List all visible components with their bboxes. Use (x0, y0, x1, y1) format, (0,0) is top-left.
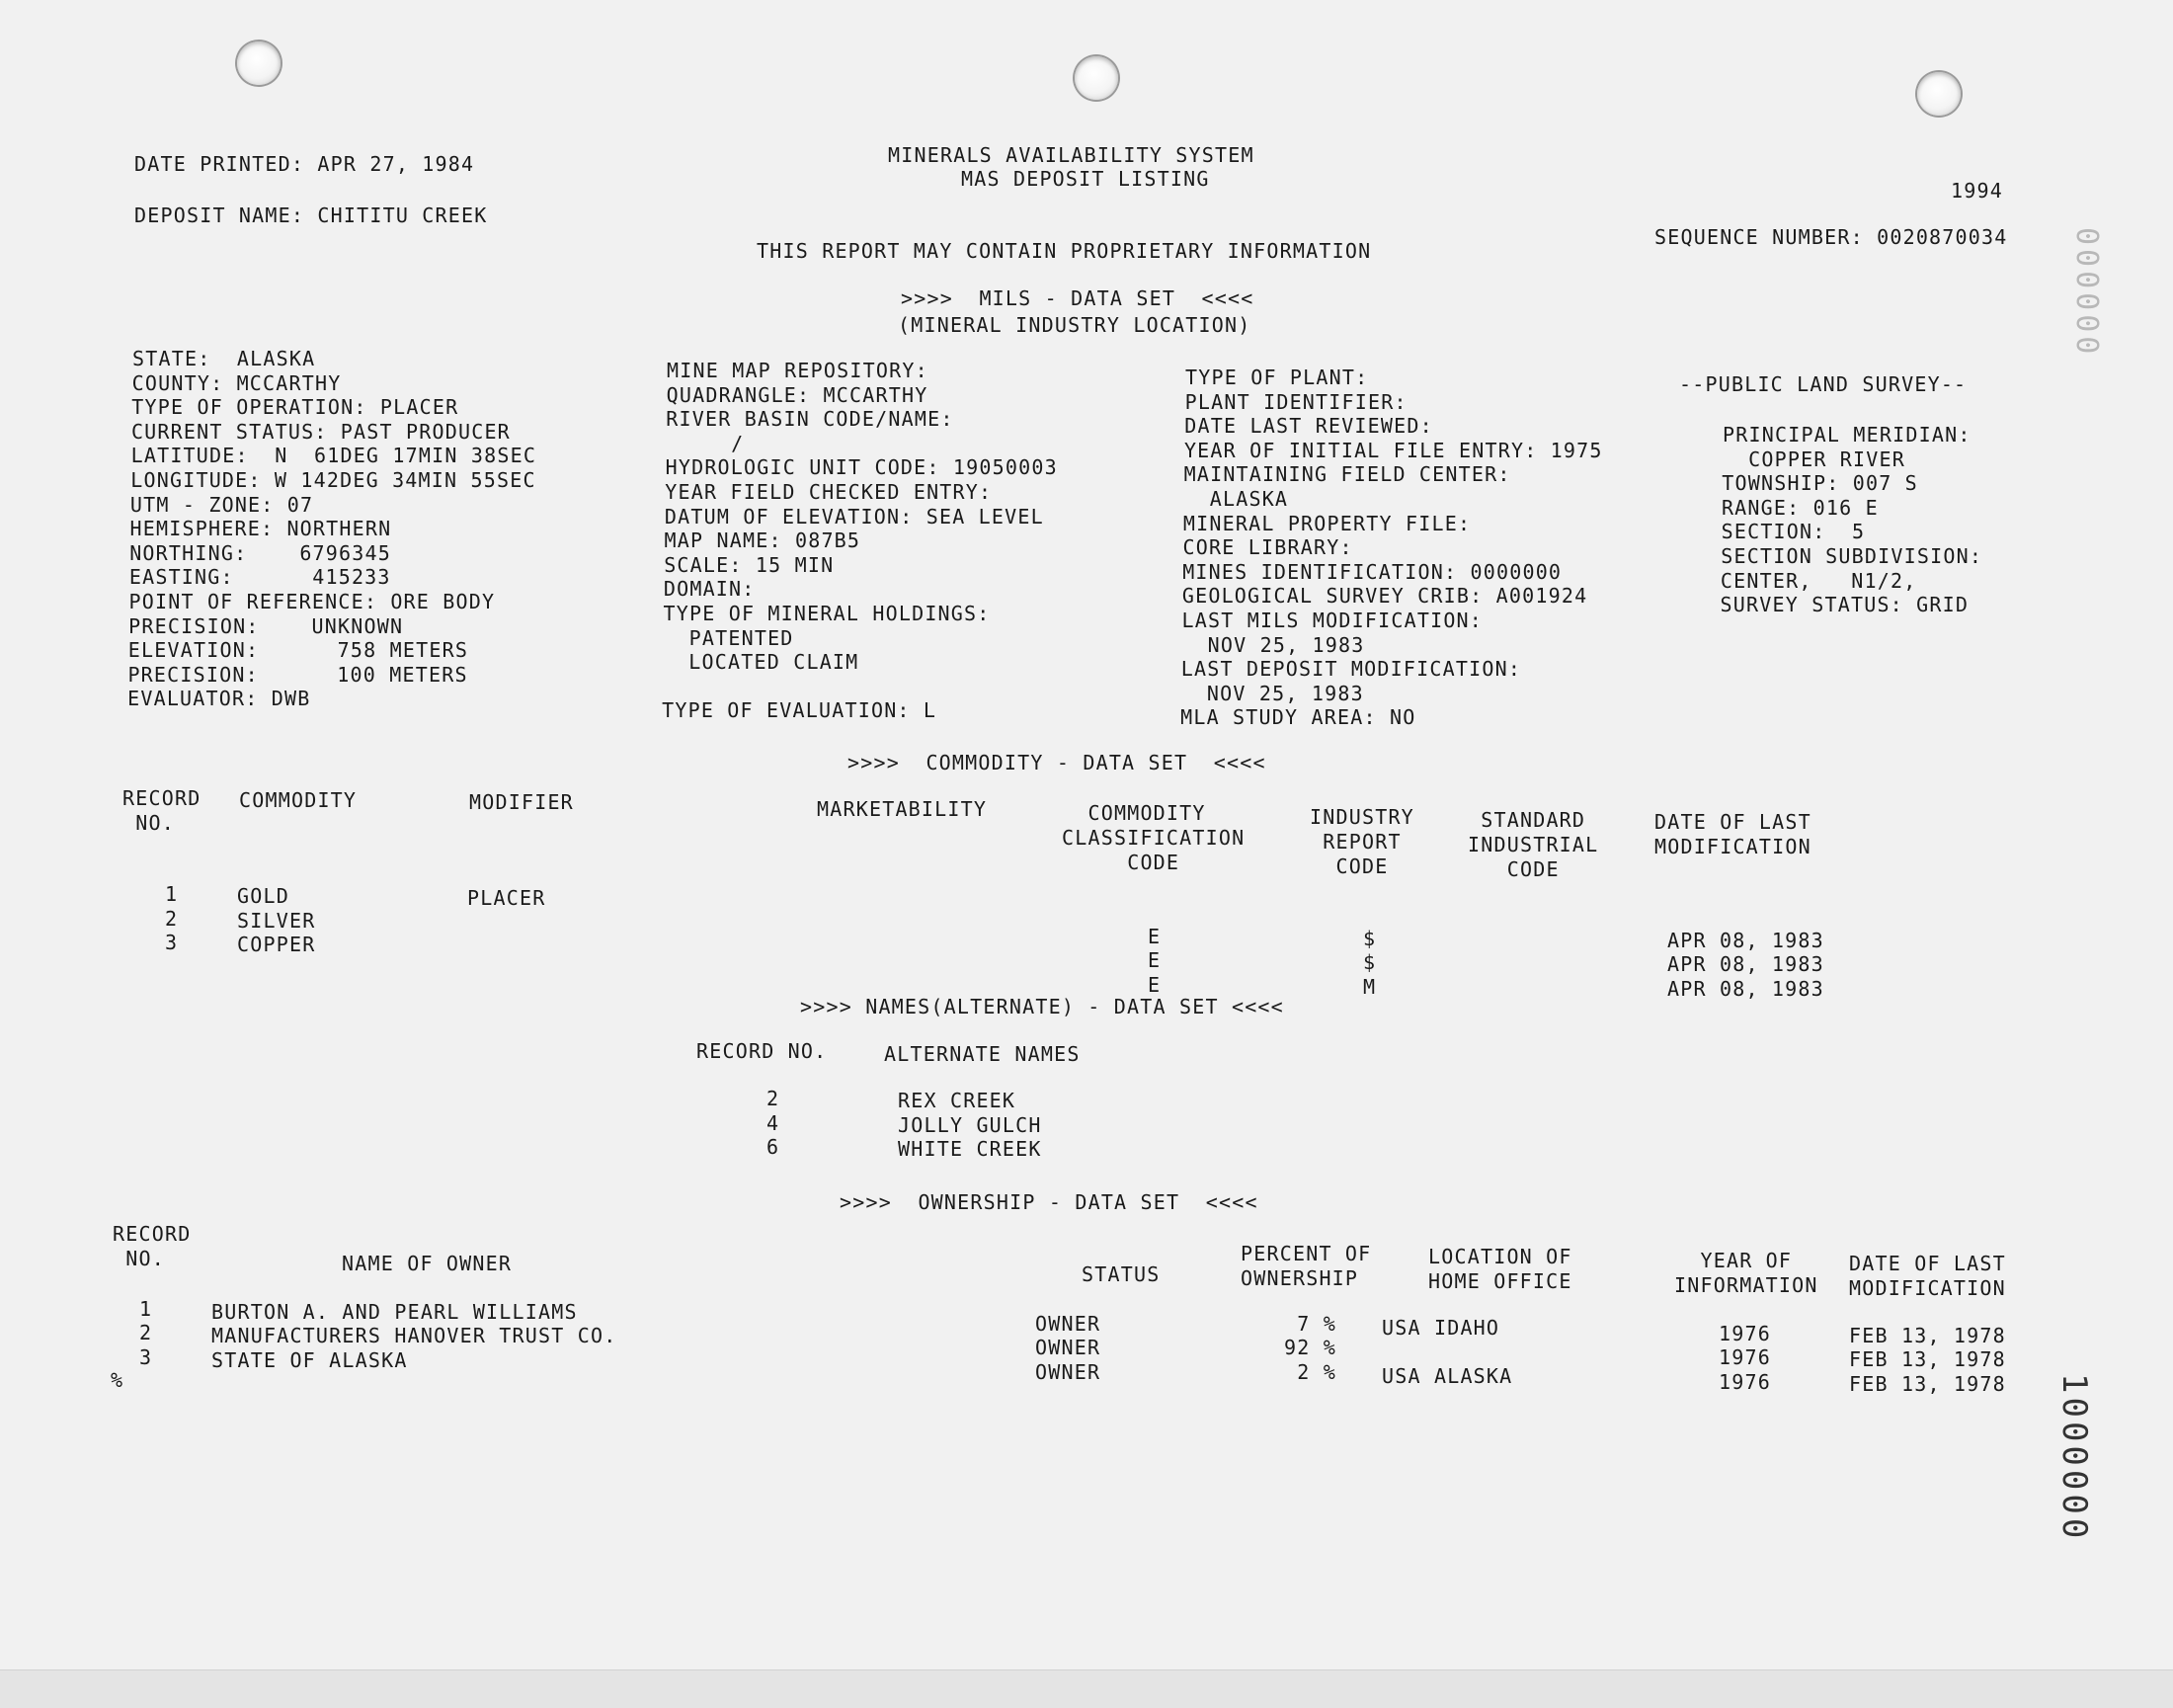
col2-line: HYDROLOGIC UNIT CODE: 19050003 (665, 455, 1058, 480)
col4-line: SECTION: 5 (1721, 520, 1866, 544)
owner-record-no: 2 (139, 1321, 153, 1344)
commodity-last-modified: APR 08, 1983 (1667, 977, 1824, 1001)
commodity-class-code: E (1148, 925, 1162, 948)
col1-line: EASTING: 415233 (128, 565, 391, 590)
ownership-header-status: STATUS (1082, 1262, 1161, 1286)
col1-line: CURRENT STATUS: PAST PRODUCER (130, 419, 511, 444)
end-of-record-mark: % (111, 1368, 124, 1392)
col1-line: STATE: ALASKA (132, 347, 316, 370)
commodity-record-no: 3 (165, 931, 179, 954)
alternate-name: WHITE CREEK (898, 1137, 1042, 1161)
page-number-stamp: 1000000 (2054, 1373, 2094, 1543)
alternate-name-record-no: 2 (766, 1087, 780, 1110)
col1-line: TYPE OF OPERATION: PLACER (131, 395, 459, 420)
col2-line: RIVER BASIN CODE/NAME: (666, 407, 954, 432)
owner-info-year: 1976 (1719, 1322, 1771, 1345)
col1-line: LATITUDE: N 61DEG 17MIN 38SEC (130, 444, 537, 468)
col4-line: PRINCIPAL MERIDIAN: (1723, 423, 1972, 447)
col3-line: PLANT IDENTIFIER: (1184, 389, 1408, 414)
owner-last-modified: FEB 13, 1978 (1849, 1372, 2006, 1396)
commodity-last-modified: APR 08, 1983 (1667, 929, 1824, 952)
date-printed: DATE PRINTED: APR 27, 1984 (134, 152, 475, 176)
punch-hole (237, 41, 281, 85)
system-title: MINERALS AVAILABILITY SYSTEM (888, 143, 1254, 167)
commodity-header-record: RECORD NO. (122, 786, 201, 835)
alternate-name: REX CREEK (898, 1089, 1016, 1112)
col1-line: COUNTY: MCCARTHY (131, 370, 342, 395)
owner-last-modified: FEB 13, 1978 (1849, 1347, 2006, 1371)
col2-line: TYPE OF MINERAL HOLDINGS: (663, 602, 991, 625)
col3-line: TYPE OF PLANT: (1185, 366, 1369, 389)
commodity-name: GOLD (237, 884, 289, 908)
col3-line: ALASKA (1183, 487, 1289, 511)
names-header-record: RECORD NO. (696, 1039, 828, 1063)
col3-line: YEAR OF INITIAL FILE ENTRY: 1975 (1183, 438, 1603, 462)
owner-info-year: 1976 (1719, 1345, 1771, 1369)
col3-line: MINES IDENTIFICATION: 0000000 (1182, 559, 1563, 584)
col2-line: / (665, 431, 745, 455)
col1-line: LONGITUDE: W 142DEG 34MIN 55SEC (130, 468, 536, 492)
commodity-header-commodity: COMMODITY (239, 788, 358, 812)
owner-name: STATE OF ALASKA (211, 1348, 408, 1372)
owner-status: OWNER (1035, 1336, 1101, 1359)
ownership-header-location: LOCATION OF HOME OFFICE (1428, 1245, 1572, 1293)
col4-line: CENTER, N1/2, (1720, 568, 1917, 593)
col3-line: MLA STUDY AREA: NO (1180, 705, 1416, 730)
alternate-name-record-no: 6 (766, 1135, 780, 1159)
commodity-heading: >>>> COMMODITY - DATA SET <<<< (847, 751, 1266, 774)
industry-report-code: M (1363, 975, 1377, 999)
alternate-name-record-no: 4 (766, 1111, 780, 1135)
owner-name: BURTON A. AND PEARL WILLIAMS (211, 1300, 578, 1324)
names-heading: >>>> NAMES(ALTERNATE) - DATA SET <<<< (800, 995, 1284, 1018)
deposit-name: DEPOSIT NAME: CHITITU CREEK (134, 203, 488, 227)
sequence-number: SEQUENCE NUMBER: 0020870034 (1654, 225, 2008, 249)
col2-line: QUADRANGLE: MCCARTHY (666, 382, 928, 407)
col2-line: DATUM OF ELEVATION: SEA LEVEL (664, 504, 1044, 529)
commodity-record-no: 1 (165, 882, 179, 906)
owner-home-office: USA IDAHO (1382, 1316, 1500, 1340)
commodity-class-code: E (1148, 973, 1162, 997)
owner-info-year: 1976 (1719, 1370, 1771, 1394)
mils-heading: >>>> MILS - DATA SET <<<< (901, 286, 1254, 310)
commodity-header-industry: INDUSTRY REPORT CODE (1310, 805, 1414, 878)
commodity-header-classification: COMMODITY CLASSIFICATION CODE (1062, 801, 1246, 874)
col1-line: HEMISPHERE: NORTHERN (129, 517, 392, 541)
owner-record-no: 3 (139, 1345, 153, 1369)
report-year: 1994 (1951, 179, 2003, 203)
col2-line: SCALE: 15 MIN (664, 552, 835, 577)
commodity-header-date: DATE OF LAST MODIFICATION (1654, 810, 1811, 858)
col2-line: MINE MAP REPOSITORY: (667, 359, 928, 382)
faint-margin-stamp: 000000 (2069, 227, 2104, 359)
col2-line: YEAR FIELD CHECKED ENTRY: (665, 480, 993, 504)
public-land-survey-heading: --PUBLIC LAND SURVEY-- (1679, 372, 1968, 396)
commodity-last-modified: APR 08, 1983 (1667, 952, 1824, 976)
col3-line: NOV 25, 1983 (1181, 632, 1365, 657)
col2-line: TYPE OF EVALUATION: L (662, 698, 937, 723)
col3-line: LAST DEPOSIT MODIFICATION: (1180, 657, 1522, 682)
col3-line: GEOLOGICAL SURVEY CRIB: A001924 (1181, 584, 1588, 609)
col1-line: PRECISION: UNKNOWN (128, 613, 404, 638)
col1-line: UTM - ZONE: 07 (129, 492, 314, 517)
industry-report-code: $ (1363, 950, 1377, 974)
col3-line: MAINTAINING FIELD CENTER: (1183, 462, 1511, 487)
col2-line: DOMAIN: (663, 577, 756, 602)
commodity-name: COPPER (237, 933, 316, 956)
owner-name: MANUFACTURERS HANOVER TRUST CO. (211, 1324, 617, 1347)
proprietary-notice: THIS REPORT MAY CONTAIN PROPRIETARY INFORMATION (757, 239, 1372, 263)
owner-last-modified: FEB 13, 1978 (1849, 1324, 2006, 1347)
ownership-heading: >>>> OWNERSHIP - DATA SET <<<< (840, 1190, 1258, 1214)
col2-line: MAP NAME: 087B5 (664, 529, 861, 553)
commodity-header-sic: STANDARD INDUSTRIAL CODE (1468, 808, 1599, 881)
commodity-modifier: PLACER (467, 886, 546, 910)
owner-percent: 7 % (1284, 1312, 1336, 1336)
owner-percent: 2 % (1284, 1360, 1336, 1384)
names-header-names: ALTERNATE NAMES (884, 1042, 1081, 1066)
industry-report-code: $ (1363, 927, 1377, 950)
alternate-name: JOLLY GULCH (898, 1113, 1042, 1137)
col2-line: PATENTED (663, 625, 794, 650)
ownership-header-year: YEAR OF INFORMATION (1674, 1249, 1818, 1297)
mils-subheading: (MINERAL INDUSTRY LOCATION) (898, 313, 1251, 337)
col1-line: ELEVATION: 758 METERS (127, 638, 469, 663)
col4-line: TOWNSHIP: 007 S (1722, 471, 1918, 496)
col2-line: LOCATED CLAIM (662, 650, 859, 675)
commodity-header-modifier: MODIFIER (469, 790, 574, 814)
punch-hole (1075, 56, 1118, 100)
ownership-header-date: DATE OF LAST MODIFICATION (1849, 1252, 2006, 1300)
col1-line: POINT OF REFERENCE: ORE BODY (128, 590, 496, 613)
col4-line: RANGE: 016 E (1721, 495, 1879, 520)
page-bottom-edge (0, 1669, 2173, 1708)
ownership-header-percent: PERCENT OF OWNERSHIP (1241, 1242, 1372, 1290)
listing-title: MAS DEPOSIT LISTING (961, 167, 1210, 191)
col1-line: NORTHING: 6796345 (129, 540, 392, 565)
owner-percent: 92 % (1284, 1336, 1336, 1359)
owner-home-office: USA ALASKA (1382, 1364, 1513, 1388)
commodity-name: SILVER (237, 909, 316, 933)
col3-line: DATE LAST REVIEWED: (1184, 414, 1433, 439)
col4-line: SURVEY STATUS: GRID (1720, 593, 1970, 617)
ownership-header-owner: NAME OF OWNER (342, 1252, 513, 1275)
col3-line: MINERAL PROPERTY FILE: (1182, 511, 1472, 535)
col1-line: EVALUATOR: DWB (127, 687, 311, 711)
col3-line: NOV 25, 1983 (1180, 681, 1364, 705)
commodity-header-marketability: MARKETABILITY (817, 797, 988, 821)
owner-status: OWNER (1035, 1312, 1101, 1336)
owner-status: OWNER (1035, 1360, 1101, 1384)
col4-line: COPPER RIVER (1722, 447, 1906, 471)
owner-record-no: 1 (139, 1297, 153, 1321)
commodity-record-no: 2 (165, 907, 179, 931)
col4-line: SECTION SUBDIVISION: (1721, 544, 1983, 568)
commodity-class-code: E (1148, 948, 1162, 972)
col3-line: CORE LIBRARY: (1182, 535, 1353, 560)
ownership-header-record: RECORD NO. (113, 1222, 192, 1270)
punch-hole (1917, 72, 1961, 116)
col3-line: LAST MILS MODIFICATION: (1181, 609, 1484, 632)
col1-line: PRECISION: 100 METERS (127, 662, 468, 687)
